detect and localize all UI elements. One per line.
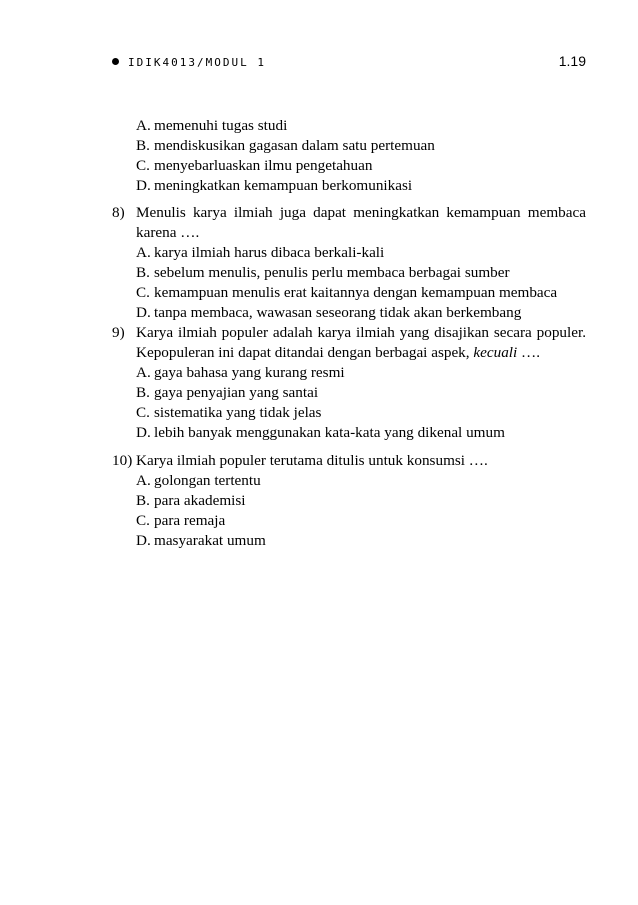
question-9 (112, 323, 586, 443)
question-text (136, 323, 586, 363)
question-text: Karya ilmiah populer terutama ditulis untuk konsumsi …. (136, 452, 488, 469)
option-c (136, 283, 586, 303)
option-b (136, 383, 586, 403)
option-a (136, 363, 586, 383)
option-d (136, 531, 586, 551)
option-letter: C. (136, 512, 150, 529)
option-letter: B. (136, 492, 150, 509)
option-text: sistematika yang tidak jelas (154, 404, 322, 421)
option-c (136, 403, 586, 423)
option-letter: D. (136, 177, 151, 194)
option-letter: B. (136, 384, 150, 401)
question-8 (112, 203, 586, 323)
option-a (136, 471, 586, 491)
option-letter: A. (136, 117, 151, 134)
option-text: mendiskusikan gagasan dalam satu pertemuan (154, 137, 435, 154)
question-number: 9) (112, 324, 125, 341)
option-text: kemampuan menulis erat kaitannya dengan kemampuan membaca (154, 284, 558, 301)
question-row (112, 323, 586, 363)
option-c (136, 156, 586, 176)
option-letter: A. (136, 472, 151, 489)
option-a (136, 116, 586, 136)
option-letter: C. (136, 157, 150, 174)
option-text: golongan tertentu (154, 472, 261, 489)
option-d (136, 303, 586, 323)
page-header (112, 52, 586, 74)
option-text: memenuhi tugas studi (154, 117, 288, 134)
question-number: 10) (112, 452, 133, 469)
option-text: karya ilmiah harus dibaca berkali-kali (154, 244, 385, 261)
option-text: lebih banyak menggunakan kata-kata yang dikenal umum (154, 424, 505, 441)
question-text-end: …. (517, 344, 541, 361)
option-text: meningkatkan kemampuan berkomunikasi (154, 177, 413, 194)
option-text: para remaja (154, 512, 226, 529)
option-text: para akademisi (154, 492, 246, 509)
option-text: gaya penyajian yang santai (154, 384, 319, 401)
option-letter: D. (136, 304, 151, 321)
option-b (136, 491, 586, 511)
option-text: masyarakat umum (154, 532, 266, 549)
question-number: 8) (112, 204, 125, 221)
option-a (136, 243, 586, 263)
option-b (136, 263, 586, 283)
option-letter: D. (136, 424, 151, 441)
question-text-main: Karya ilmiah populer adalah karya ilmiah yang disajikan secara populer. Kepopuleran ini dapat ditandai dengan berbagai aspek, (136, 324, 586, 361)
module-code: IDIK4013/MODUL 1 (128, 56, 266, 69)
option-d (136, 423, 586, 443)
option-c (136, 511, 586, 531)
question-7-options (112, 116, 586, 196)
option-letter: D. (136, 532, 151, 549)
option-letter: B. (136, 137, 150, 154)
option-letter: C. (136, 284, 150, 301)
question-emphasis: kecuali (473, 344, 518, 361)
option-letter: A. (136, 244, 151, 261)
option-b (136, 136, 586, 156)
option-text: tanpa membaca, wawasan seseorang tidak akan berkembang (154, 304, 522, 321)
option-text: menyebarluaskan ilmu pengetahuan (154, 157, 373, 174)
question-10 (112, 451, 586, 551)
option-letter: C. (136, 404, 150, 421)
option-text: gaya bahasa yang kurang resmi (154, 364, 345, 381)
option-text: sebelum menulis, penulis perlu membaca berbagai sumber (154, 264, 510, 281)
page-number: 1.19 (558, 53, 586, 69)
option-d (136, 176, 586, 196)
question-row (112, 203, 586, 243)
option-letter: B. (136, 264, 150, 281)
bullet-icon (112, 58, 119, 65)
option-letter: A. (136, 364, 151, 381)
question-text: Menulis karya ilmiah juga dapat meningkatkan kemampuan membaca karena …. (136, 204, 586, 241)
question-row (112, 451, 586, 471)
